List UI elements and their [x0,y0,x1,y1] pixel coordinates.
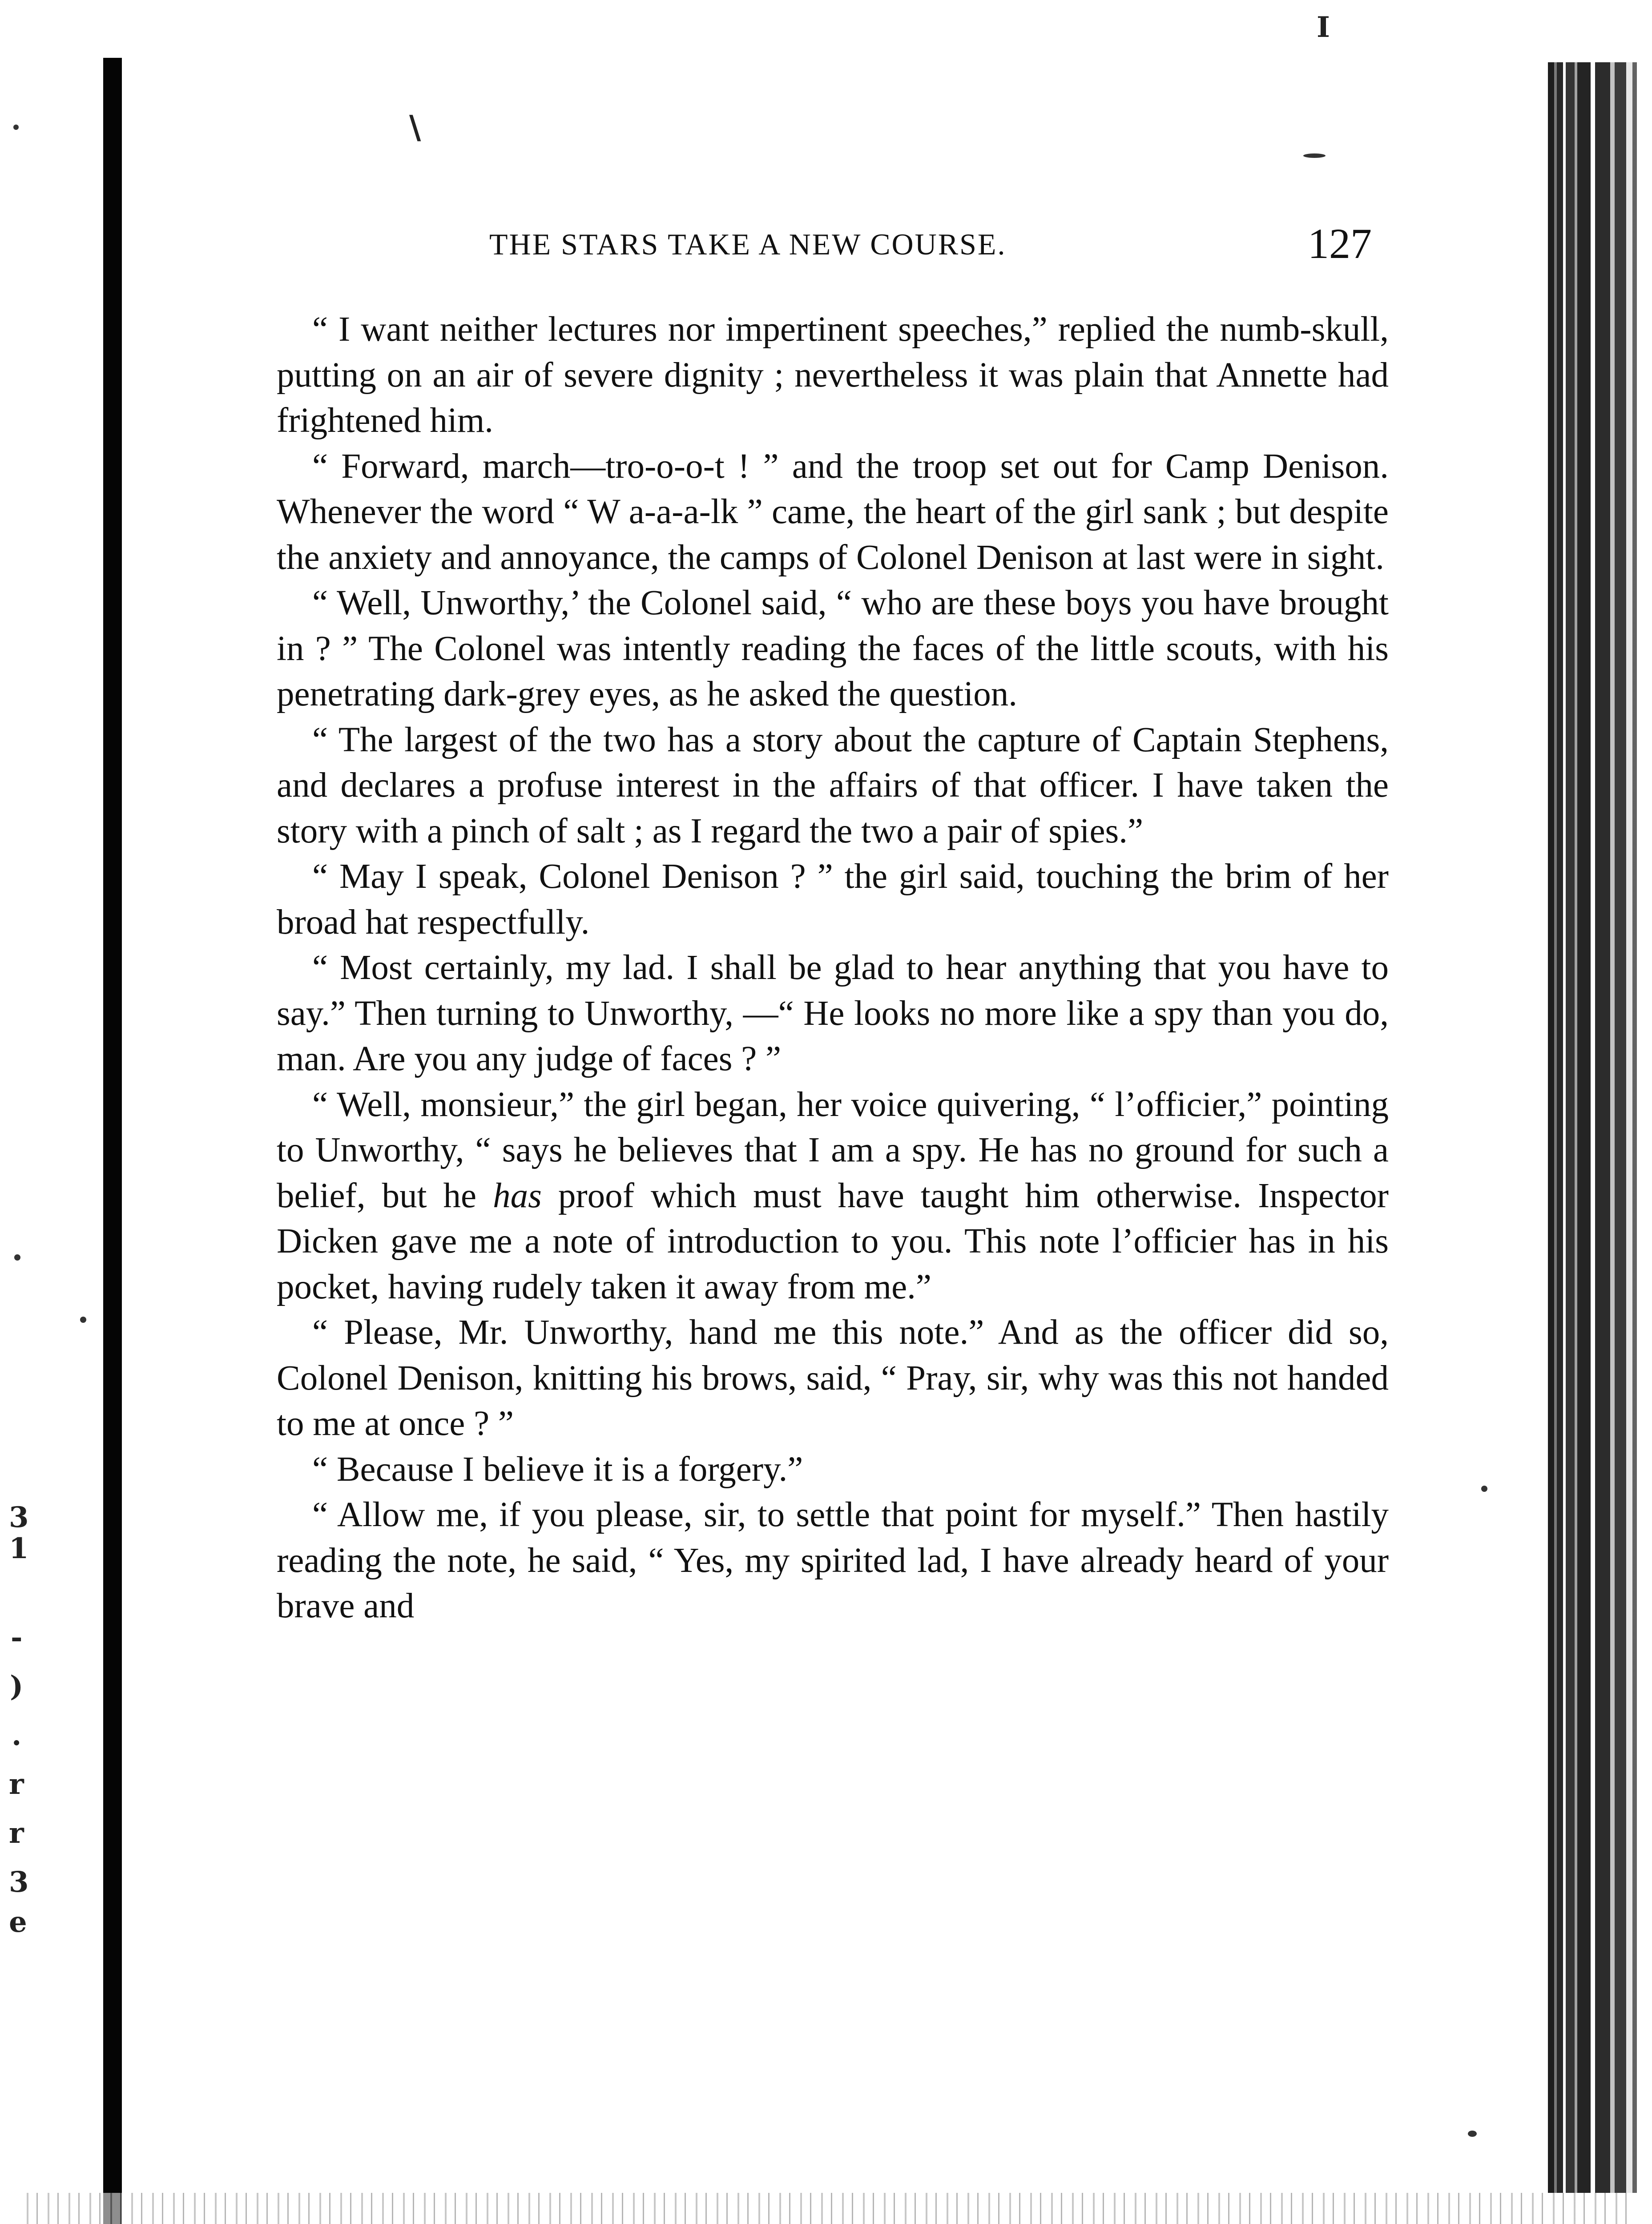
margin-mark: r [9,1768,24,1801]
paragraph: “ May I speak, Colonel Denison ? ” the girl said, touching the brim of her broad hat respectfully. [277,857,1389,942]
scan-speck [1468,2131,1477,2137]
paragraph: “ Allow me, if you please, sir, to settle that point for myself.” Then hastily reading the note, he said, “ Yes, my spirited lad, I have already heard of your brave and [277,1495,1389,1625]
margin-mark: . [12,1719,22,1752]
paragraph [277,1082,1389,1310]
scan-speck [1481,1486,1487,1492]
paragraph: “ Most certainly, my lad. I shall be glad to hear anything that you have to say.” Then turning to Unworthy, —“ He looks no more like a spy than you do, man. Are you any judge of faces ? ” [277,948,1389,1078]
paragraph: “ The largest of the two has a story about the capture of Captain Stephens, and declares a profuse interest in the affairs of that officer. I have taken the story with a pinch of salt ; as I regard the two a pair of spies.” [277,720,1389,850]
paragraph-text: proof which must have taught him otherwise. Inspector Dicken gave me a note of introduction to you. This note l’officier has in his pocket, having rudely taken it away from me.” [277,1176,1389,1306]
margin-mark: 3 [9,1865,29,1899]
paragraph: “ Please, Mr. Unworthy, hand me this note.” And as the officer did so, Colonel Denison, knitting his brows, said, “ Pray, sir, why was this not handed to me at once ? ” [277,1313,1389,1443]
margin-mark: I [1317,11,1330,44]
margin-mark: - [11,1621,23,1654]
margin-mark: \ [409,108,421,146]
scan-speck [80,1317,86,1323]
margin-mark: ) [10,1670,24,1703]
paragraph: “ Well, Unworthy,’ the Colonel said, “ who are these boys you have brought in ? ” The Colonel was intently reading the faces of the little scouts, with his penetrating dark-grey eyes, as he asked the question. [277,584,1389,713]
paragraph: “ Because I believe it is a forgery.” [312,1450,803,1489]
scan-page-edge [1548,62,1646,2193]
margin-mark: e [9,1906,27,1939]
paragraph: “ Forward, march—tro-o-o-t ! ” and the troop set out for Camp Denison. Whenever the word “ W a-a-a-lk ” came, the heart of the girl sank ; but despite the anxiety and annoyance, the camps of Colonel Denison at last were in sight. [277,447,1389,577]
margin-mark: 1 [9,1532,29,1565]
scan-gutter-shadow [103,58,122,2224]
margin-mark: r [9,1817,24,1850]
margin-mark: 3 [9,1501,29,1534]
page-number: 127 [1308,220,1372,267]
paragraph: “ I want neither lectures nor impertinent speeches,” replied the numb-skull, putting on an air of severe dignity ; nevertheless it was plain that Annette had frightened him. [277,310,1389,440]
italic-emphasis: has [493,1176,542,1215]
paragraph-text: “ Well, monsieur,” the girl began, her voice quivering, “ l’officier,” pointing to Unworthy, “ says he believes that I am a spy. He has no ground for such a belief, but he [277,1085,1389,1215]
scan-speck [14,1254,20,1261]
scan-speck [13,125,19,130]
scan-speck [1303,153,1326,158]
running-head: THE STARS TAKE A NEW COURSE. [489,227,1007,261]
body-text [277,307,1389,2166]
scan-bottom-noise [27,2193,1628,2224]
